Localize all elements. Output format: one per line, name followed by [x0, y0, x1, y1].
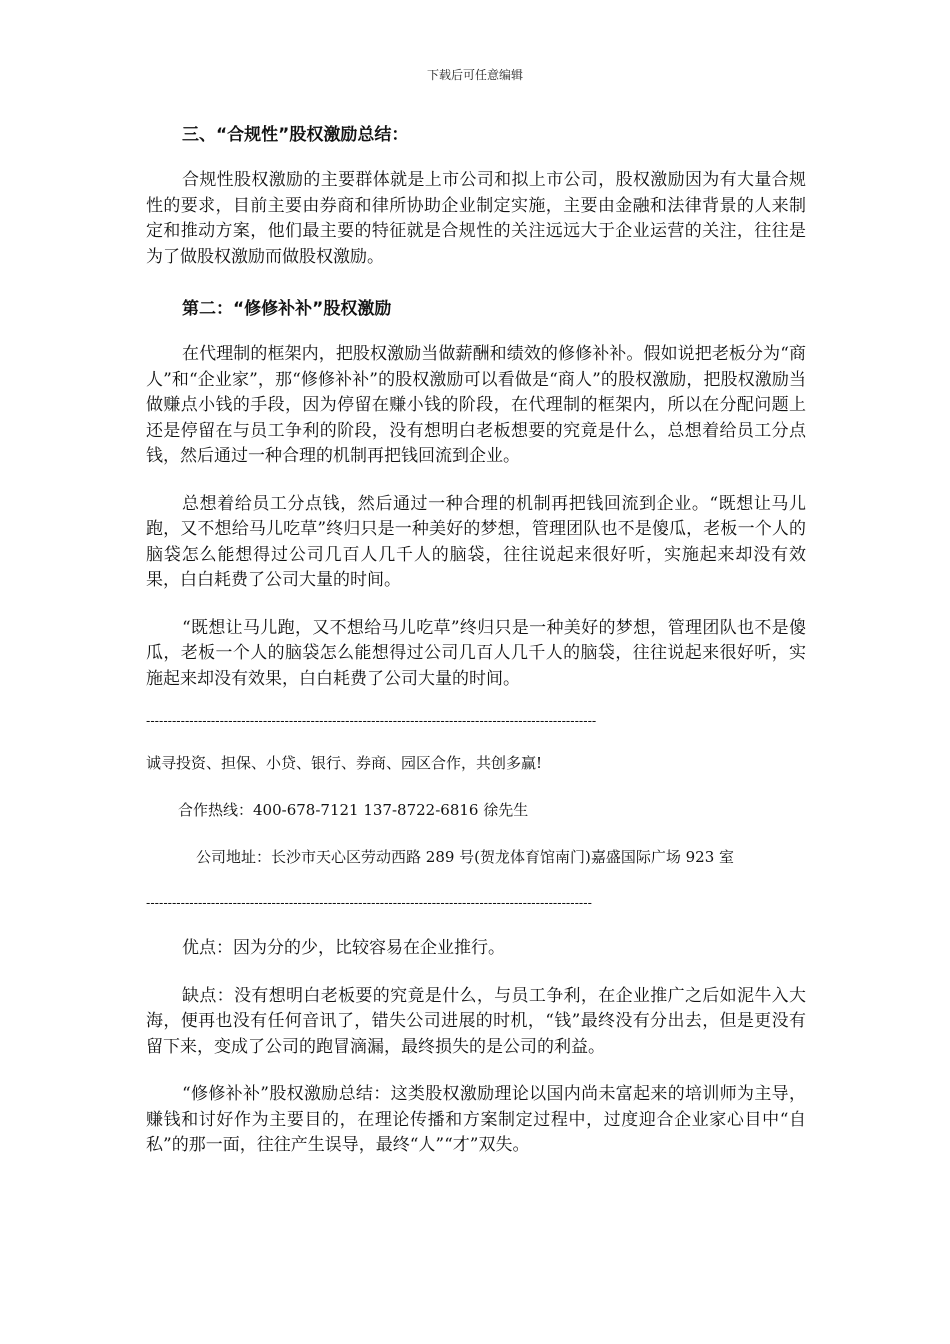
section-heading-patchwork: 第二：“修修补补”股权激励	[182, 299, 392, 319]
paragraph-cons: 缺点：没有想明白老板要的究竟是什么，与员工争利，在企业推广之后如泥牛入大海，便再也没有任何音讯了，错失公司进展的时机，“钱”最终没有分出去，但是更没有留下来，变成了公司的跑冒滴漏，最终损失的是公司的利益。	[146, 985, 806, 1057]
paragraph-compliance-summary: 合规性股权激励的主要群体就是上市公司和拟上市公司，股权激励因为有大量合规性的要求，目前主要由券商和律所协助企业制定实施，主要由金融和法律背景的人来制定和推动方案，他们最主要的特征就是合规性的关注远远大于企业运营的关注，往往是为了做股权激励而做股权激励。	[146, 170, 806, 267]
paragraph-pros: 优点：因为分的少，比较容易在企业推行。	[182, 938, 505, 958]
paragraph-patchwork-2: 总想着给员工分点钱，然后通过一种合理的机制再把钱回流到企业。“既想让马儿跑，又不想给马儿吃草”终归只是一种美好的梦想，管理团队也不是傻瓜，老板一个人的脑袋怎么能想得过公司几百人几千人的脑袋，往往说起来很好听，实施起来却没有效果，白白耗费了公司大量的时间。	[146, 493, 806, 590]
divider-bottom: -------------------------------------------------------------------------------------------------------	[146, 895, 592, 910]
section-heading-compliance: 三、“合规性”股权激励总结：	[182, 125, 409, 145]
page-header-note: 下载后可任意编辑	[426, 68, 523, 82]
paragraph-patchwork-3: “既想让马儿跑，又不想给马儿吃草”终归只是一种美好的梦想，管理团队也不是傻瓜，老板一个人的脑袋怎么能想得过公司几百人几千人的脑袋，往往说起来很好听，实施起来却没有效果，白白耗费了公司大量的时间。	[146, 617, 806, 689]
divider-top: --------------------------------------------------------------------------------------------------------	[146, 713, 597, 728]
contact-slogan: 诚寻投资、担保、小贷、银行、券商、园区合作，共创多赢!	[146, 754, 543, 772]
contact-hotline: 合作热线：400-678-7121 137-8722-6816 徐先生	[178, 801, 529, 819]
paragraph-patchwork-summary: “修修补补”股权激励总结：这类股权激励理论以国内尚未富起来的培训师为主导，赚钱和讨好作为主要目的，在理论传播和方案制定过程中，过度迎合企业家心目中“自私”的那一面，往往产生误导，最终“人”“才”双失。	[146, 1084, 806, 1155]
contact-address: 公司地址：长沙市天心区劳动西路 289 号(贺龙体育馆南门)嘉盛国际广场 923 室	[196, 848, 735, 866]
document-body	[146, 122, 806, 1181]
paragraph-patchwork-1: 在代理制的框架内，把股权激励当做薪酬和绩效的修修补补。假如说把老板分为“商人”和“企业家”，那“修修补补”的股权激励可以看做是“商人”的股权激励，把股权激励当做赚点小钱的手段，因为停留在赚小钱的阶段，在代理制的框架内，所以在分配问题上还是停留在与员工争利的阶段，没有想明白老板想要的究竟是什么，总想着给员工分点钱，然后通过一种合理的机制再把钱回流到企业。	[146, 344, 806, 466]
